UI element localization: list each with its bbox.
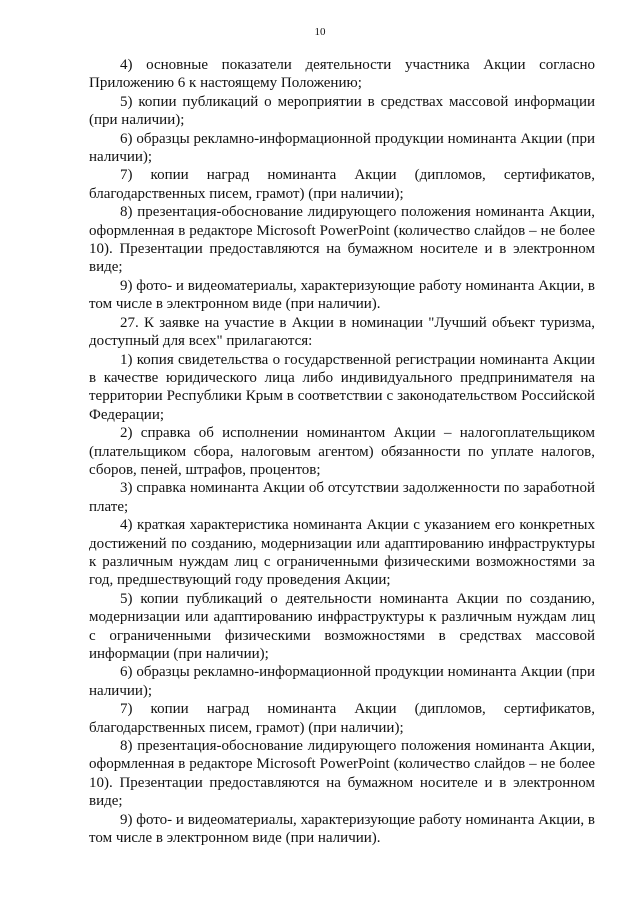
list-item-1-registration-certificate: 1) копия свидетельства о государственной регистрации номинанта Акции в качестве юридического лица либо индивидуального предпринимателя на территории Республики Крым в соответствии с законодательством Российской Федерации; <box>89 351 595 423</box>
section-27-heading: 27. К заявке на участие в Акции в номинации "Лучший объект туризма, доступный для всех" прилагаются: <box>89 314 595 350</box>
document-body <box>89 56 595 847</box>
list-item-4-short-description: 4) краткая характеристика номинанта Акции с указанием его конкретных достижений по созданию, модернизации или адаптированию инфраструктуры к различным нуждам лиц с ограниченными физическими возможностями за год, предшествующий году проведения Акции; <box>89 517 595 589</box>
list-item-8-presentation: 8) презентация-обоснование лидирующего положения номинанта Акции, оформленная в редакторе Microsoft PowerPoint (количество слайдов – не более 10). Презентации предоставляются на бумажном носителе и в электронном виде; <box>89 204 595 276</box>
list-item-4-performance-indicators: 4) основные показатели деятельности участника Акции согласно Приложению 6 к настоящему Положению; <box>89 57 595 92</box>
list-item-9-photo-video: 9) фото- и видеоматериалы, характеризующие работу номинанта Акции, в том числе в электронном виде (при наличии). <box>89 277 595 313</box>
list-item-5-media-publications: 5) копии публикаций о мероприятии в средствах массовой информации (при наличии); <box>89 93 595 129</box>
list-item-9-photo-video: 9) фото- и видеоматериалы, характеризующие работу номинанта Акции, в том числе в электронном виде (при наличии). <box>89 811 595 847</box>
list-item-3-salary-debt-certificate: 3) справка номинанта Акции об отсутствии задолженности по заработной плате; <box>89 480 595 515</box>
page-number: 10 <box>314 26 326 38</box>
list-item-2-tax-certificate: 2) справка об исполнении номинантом Акции – налогоплательщиком (плательщиком сбора, налоговым агентом) обязанности по уплате налогов, сборов, пеней, штрафов, процентов; <box>89 425 595 478</box>
list-item-6-advertising-samples: 6) образцы рекламно-информационной продукции номинанта Акции (при наличии); <box>89 130 595 166</box>
list-item-6-advertising-samples: 6) образцы рекламно-информационной продукции номинанта Акции (при наличии); <box>89 664 595 699</box>
list-item-8-presentation: 8) презентация-обоснование лидирующего положения номинанта Акции, оформленная в редакторе Microsoft PowerPoint (количество слайдов – не более 10). Презентации предоставляются на бумажном носителе и в электронном виде; <box>89 738 595 810</box>
list-item-7-award-copies: 7) копии наград номинанта Акции (дипломов, сертификатов, благодарственных писем, грамот) (при наличии); <box>89 701 595 736</box>
list-item-5-activity-publications: 5) копии публикаций о деятельности номинанта Акции по созданию, модернизации или адаптированию инфраструктуры к различным нуждам лиц с ограниченными физическими возможностями в средствах массовой информации (при наличии); <box>89 590 595 662</box>
list-item-7-award-copies: 7) копии наград номинанта Акции (дипломов, сертификатов, благодарственных писем, грамот) (при наличии); <box>89 167 595 202</box>
